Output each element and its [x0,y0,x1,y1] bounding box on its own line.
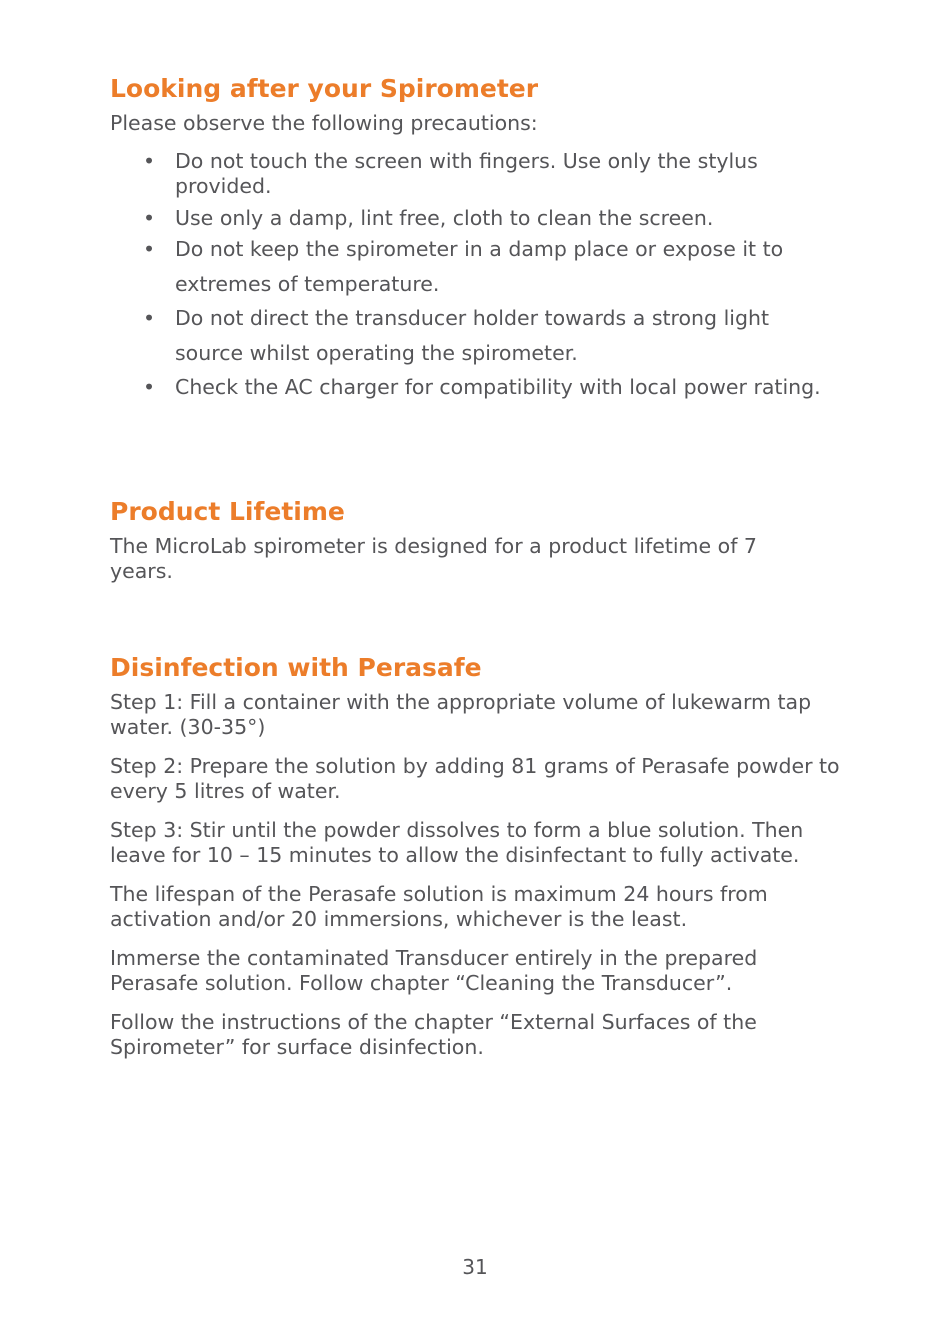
list-item [110,206,850,231]
bullet-icon: • [143,237,156,261]
list-item-text: Use only a damp, lint free, cloth to clean the screen. [175,206,714,230]
bullet-icon: • [143,375,156,399]
list-item-text: Do not keep the spirometer in a damp place or expose it to extremes of temperature. [175,237,784,296]
list-item [110,301,850,370]
list-item-text: Check the AC charger for compatibility with local power rating. [175,375,821,399]
immerse-transducer-paragraph: Immerse the contaminated Transducer entirely in the prepared Perasafe solution. Follow chapter “Cleaning the Transducer”. [110,945,758,995]
lifetime-paragraph: The MicroLab spirometer is designed for a product lifetime of 7 years. [110,533,757,583]
section-heading-spirometer-care: Looking after your Spirometer [110,74,539,103]
list-item [110,370,850,405]
list-item [110,149,850,199]
surface-disinfection-paragraph: Follow the instructions of the chapter “External Surfaces of the Spirometer” for surface disinfection. [110,1009,757,1059]
bullet-icon: • [143,306,156,330]
list-item-text: Do not direct the transducer holder towards a strong light source whilst operating the spirometer. [175,306,770,365]
disinfection-step-2: Step 2: Prepare the solution by adding 81 grams of Perasafe powder to every 5 litres of water. [110,753,840,803]
list-item-text: Do not touch the screen with fingers. Use only the stylus provided. [175,149,758,198]
disinfection-step-1: Step 1: Fill a container with the appropriate volume of lukewarm tap water. (30-35°) [110,689,812,739]
section-heading-disinfection: Disinfection with Perasafe [110,652,482,682]
page-number: 31 [462,1255,488,1279]
disinfection-step-3: Step 3: Stir until the powder dissolves to form a blue solution. Then leave for 10 – 15 minutes to allow the disinfectant to fully activate. [110,817,804,867]
page-content [110,72,850,1060]
bullet-icon: • [143,206,156,230]
solution-lifespan-paragraph: The lifespan of the Perasafe solution is maximum 24 hours from activation and/or 20 immersions, whichever is the least. [110,881,768,931]
bullet-icon: • [143,149,156,173]
precautions-intro: Please observe the following precautions: [110,111,538,135]
section-heading-product-lifetime: Product Lifetime [110,496,345,526]
list-item [110,232,850,301]
precautions-list [110,149,850,405]
